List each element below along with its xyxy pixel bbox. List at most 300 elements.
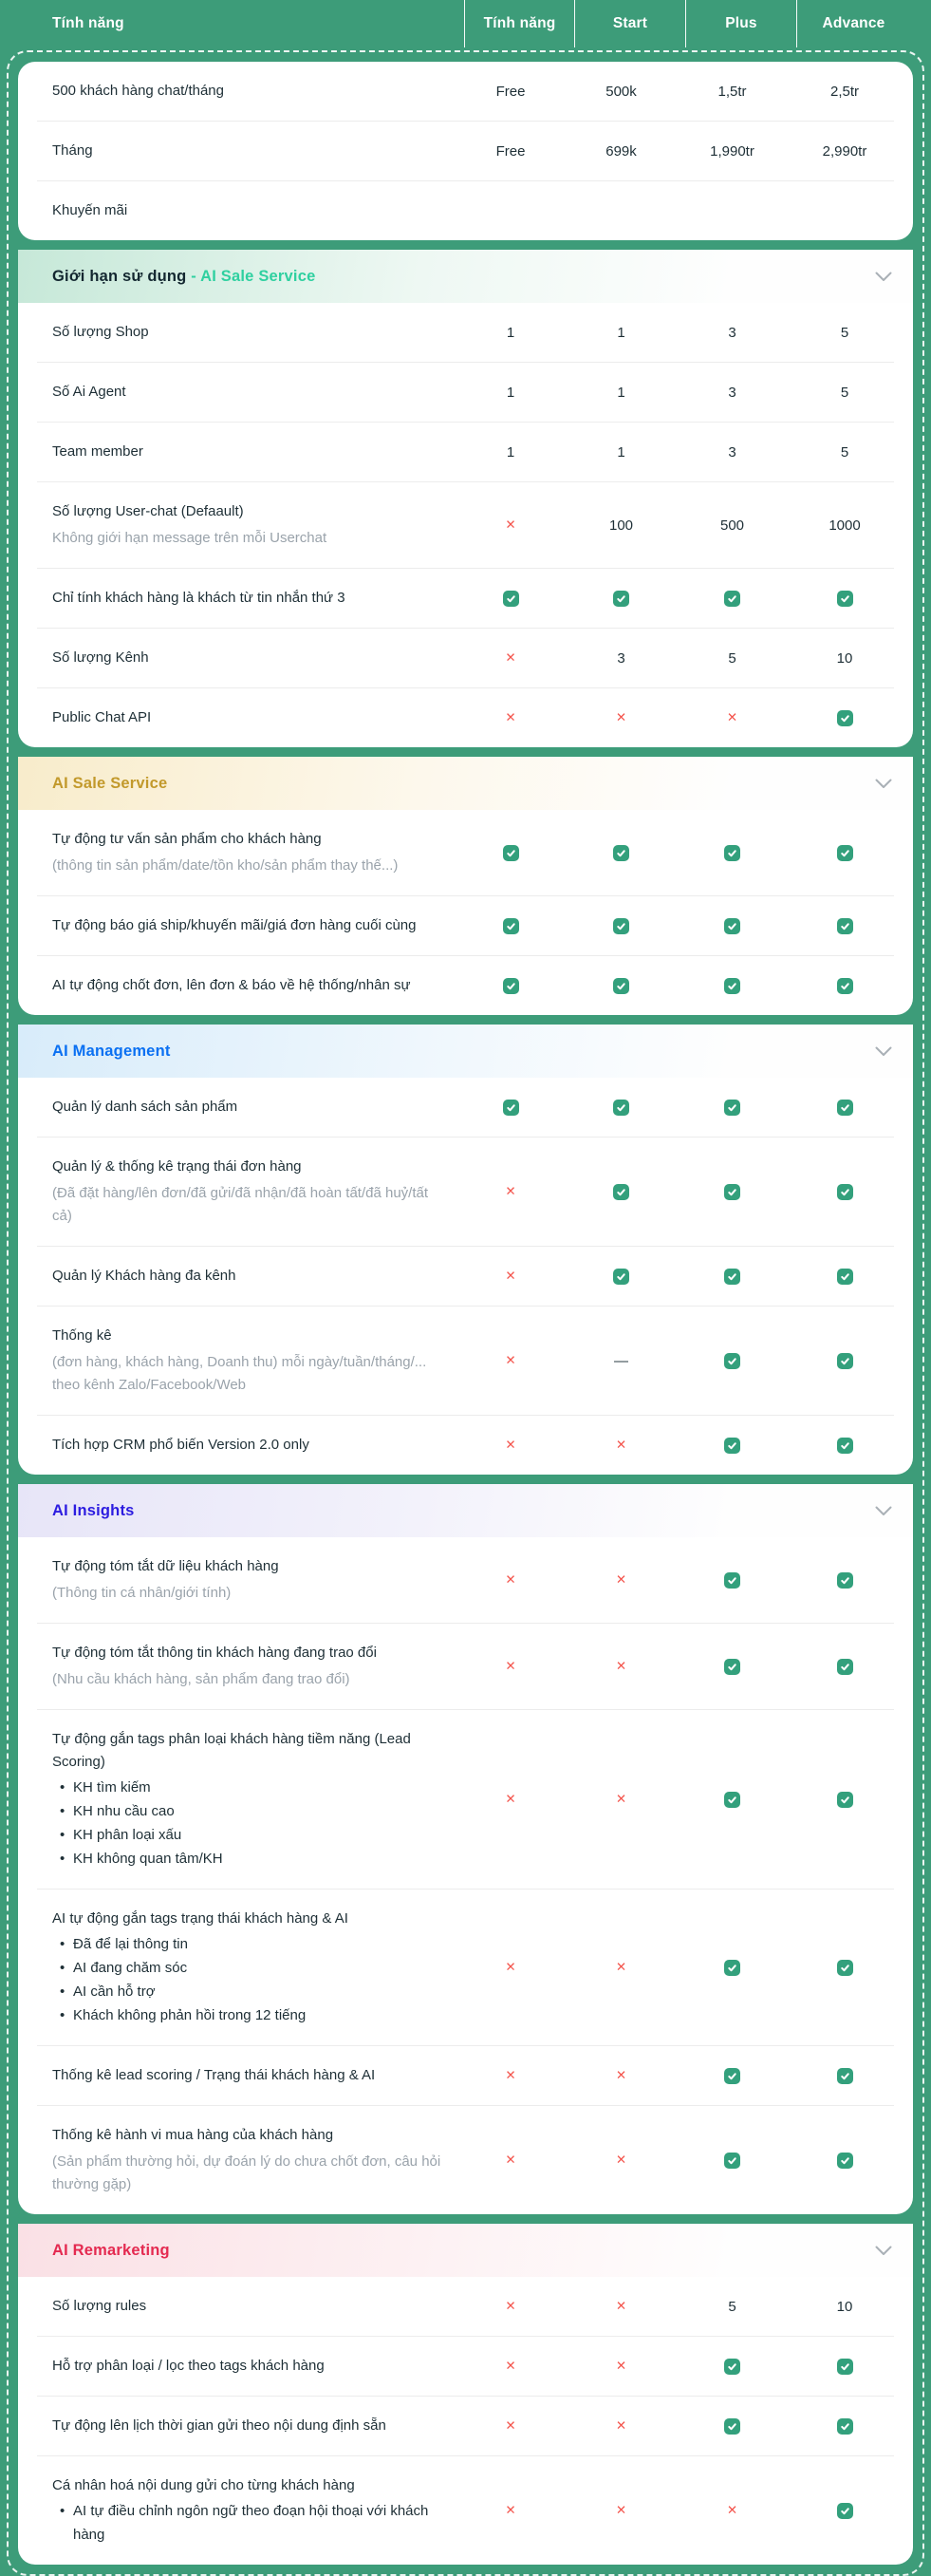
feature-bullet: • Đã để lại thông tin (73, 1932, 442, 1956)
cross-icon: ✕ (615, 1659, 627, 1673)
plan-value: 1 (506, 443, 515, 461)
plan-cell-tinh-nang (456, 2153, 566, 2168)
feature-bullets (52, 1932, 442, 2027)
check-icon (837, 918, 853, 934)
cross-icon: ✕ (505, 1792, 516, 1806)
cross-icon: ✕ (615, 1572, 627, 1587)
plan-cell-plus (677, 1269, 788, 1285)
plan-cell-advance (788, 84, 902, 100)
section-title: AI Sale Service (52, 774, 168, 792)
plan-cell-plus (677, 918, 788, 934)
chevron-down-icon[interactable] (875, 272, 892, 282)
check-icon (613, 1269, 629, 1285)
check-icon (724, 1353, 740, 1369)
table-row (18, 956, 913, 1015)
plan-cell-advance (788, 325, 902, 341)
plan-cell-start (566, 2359, 677, 2374)
plan-value: Free (495, 142, 526, 160)
feature-bullets (52, 1776, 442, 1871)
plan-cell-advance (788, 2503, 902, 2519)
check-icon (613, 1100, 629, 1116)
check-icon (613, 1184, 629, 1200)
feature-label: Quản lý danh sách sản phẩm (52, 1099, 238, 1115)
plan-value: 1 (617, 324, 625, 341)
section-card-ai-sale-service (18, 757, 913, 1015)
check-icon (724, 2418, 740, 2435)
cross-icon: ✕ (505, 1184, 516, 1198)
section-card-pricing (18, 62, 913, 240)
feature-bullet: • KH nhu cầu cao (73, 1799, 442, 1823)
check-icon (837, 1269, 853, 1285)
check-icon (613, 918, 629, 934)
plan-cell-tinh-nang (456, 1269, 566, 1284)
cross-icon: ✕ (505, 2503, 516, 2517)
table-row (18, 181, 913, 240)
plan-cell-tinh-nang (456, 1353, 566, 1368)
cross-icon: ✕ (505, 1960, 516, 1974)
check-icon (724, 1572, 740, 1589)
check-icon (724, 978, 740, 994)
plan-cell-plus (677, 1572, 788, 1589)
check-icon (613, 591, 629, 607)
plan-value: 2,990tr (822, 142, 867, 160)
table-row (18, 62, 913, 121)
feature-label: Team member (52, 443, 143, 460)
section-card-ai-insights (18, 1484, 913, 2214)
section-rows (18, 62, 913, 240)
feature-subtext: (Nhu cầu khách hàng, sản phẩm đang trao đổi) (52, 1671, 350, 1687)
check-icon (724, 2068, 740, 2084)
check-icon (724, 591, 740, 607)
table-row (18, 1078, 913, 1137)
plan-cell-start (566, 444, 677, 461)
plan-cell-start (566, 1659, 677, 1674)
check-icon (837, 1353, 853, 1369)
check-icon (837, 1659, 853, 1675)
check-icon (724, 1184, 740, 1200)
table-row (18, 1624, 913, 1709)
plan-cell-advance (788, 1184, 902, 1200)
section-card-ai-remarketing (18, 2224, 913, 2565)
check-icon (837, 1184, 853, 1200)
feature-bullet: • KH tìm kiếm (73, 1776, 442, 1799)
check-icon (724, 2359, 740, 2375)
plan-cell-plus (677, 978, 788, 994)
dashed-border-container (7, 50, 924, 2576)
plan-cell-start (566, 978, 677, 994)
table-row (18, 2337, 913, 2396)
header-col-start: Start (574, 0, 685, 47)
check-icon (837, 1438, 853, 1454)
plan-value: 5 (840, 384, 849, 401)
check-icon (503, 591, 519, 607)
plan-cell-advance (788, 385, 902, 401)
plan-cell-tinh-nang (456, 1100, 566, 1116)
table-row (18, 303, 913, 362)
plan-cell-plus (677, 710, 788, 725)
table-header (0, 0, 931, 47)
check-icon (837, 845, 853, 861)
plan-cell-tinh-nang (456, 444, 566, 461)
plan-cell-start (566, 591, 677, 607)
table-row (18, 2046, 913, 2105)
cross-icon: ✕ (726, 710, 738, 724)
feature-subtext: (thông tin sản phẩm/date/tồn kho/sản phẩm thay thế...) (52, 857, 399, 874)
table-row (18, 1710, 913, 1889)
header-col-advance: Advance (796, 0, 910, 47)
cross-icon: ✕ (505, 1269, 516, 1283)
check-icon (837, 591, 853, 607)
check-icon (503, 918, 519, 934)
table-row (18, 2456, 913, 2565)
check-icon (724, 2153, 740, 2169)
plan-cell-tinh-nang (456, 143, 566, 160)
check-icon (503, 978, 519, 994)
plan-value: 1000 (829, 517, 861, 534)
check-icon (837, 1572, 853, 1589)
feature-label: Tự động tóm tắt dữ liệu khách hàng (52, 1558, 279, 1574)
plan-cell-start (566, 84, 677, 100)
plan-cell-plus (677, 845, 788, 861)
plan-cell-tinh-nang (456, 1438, 566, 1453)
plan-cell-tinh-nang (456, 325, 566, 341)
plan-cell-advance (788, 444, 902, 461)
feature-subtext: Không giới hạn message trên mỗi Userchat (52, 530, 327, 546)
plan-cell-plus (677, 1353, 788, 1369)
plan-cell-plus (677, 84, 788, 100)
plan-value: 1,5tr (717, 83, 747, 100)
plan-cell-advance (788, 918, 902, 934)
plan-cell-plus (677, 444, 788, 461)
plan-cell-start (566, 1269, 677, 1285)
plan-cell-plus (677, 143, 788, 160)
plan-value: 5 (840, 443, 849, 461)
plan-cell-tinh-nang (456, 978, 566, 994)
plan-cell-start (566, 1792, 677, 1807)
plan-cell-start (566, 650, 677, 667)
feature-label: Tích hợp CRM phổ biến Version 2.0 only (52, 1437, 309, 1453)
plan-cell-start (566, 325, 677, 341)
plan-value: 5 (728, 2298, 736, 2315)
header-col-tinh-nang: Tính năng (464, 0, 574, 47)
cross-icon: ✕ (615, 1438, 627, 1452)
check-icon (837, 710, 853, 726)
table-row (18, 1247, 913, 1306)
feature-bullet: • AI tự điều chỉnh ngôn ngữ theo đoạn hội thoại với khách hàng (73, 2499, 442, 2547)
plan-value: 5 (840, 324, 849, 341)
table-row (18, 569, 913, 628)
check-icon (837, 978, 853, 994)
table-row (18, 1890, 913, 2045)
plan-cell-advance (788, 1792, 902, 1808)
plan-cell-plus (677, 517, 788, 534)
section-header-ai-sale-service[interactable] (18, 757, 913, 810)
cross-icon: ✕ (505, 1572, 516, 1587)
plan-value: 1,990tr (710, 142, 754, 160)
check-icon (724, 918, 740, 934)
table-row (18, 810, 913, 895)
plan-cell-advance (788, 1100, 902, 1116)
chevron-down-icon[interactable] (875, 2246, 892, 2256)
cross-icon: ✕ (615, 2068, 627, 2082)
cross-icon: ✕ (615, 1792, 627, 1806)
table-row (18, 1307, 913, 1415)
cross-icon: ✕ (505, 650, 516, 665)
plan-value: 3 (617, 649, 625, 667)
feature-label: Quản lý & thống kê trạng thái đơn hàng (52, 1158, 302, 1175)
plan-value: 5 (728, 649, 736, 667)
table-row (18, 2397, 913, 2455)
plan-cell-start (566, 1438, 677, 1453)
feature-label: Hỗ trợ phân loại / lọc theo tags khách hàng (52, 2358, 325, 2374)
plan-cell-plus (677, 1100, 788, 1116)
section-card-usage-limits (18, 250, 913, 747)
plan-cell-start (566, 517, 677, 534)
plan-cell-advance (788, 1960, 902, 1976)
plan-cell-plus (677, 1184, 788, 1200)
plan-cell-plus (677, 1438, 788, 1454)
plan-value: 3 (728, 324, 736, 341)
section-rows (18, 1078, 913, 1475)
plan-cell-advance (788, 1353, 902, 1369)
check-icon (837, 2153, 853, 2169)
plan-cell-plus (677, 2299, 788, 2315)
cross-icon: ✕ (505, 517, 516, 532)
feature-bullet: • Khách không phản hồi trong 12 tiếng (73, 2003, 442, 2027)
cross-icon: ✕ (505, 2299, 516, 2313)
cross-icon: ✕ (615, 2359, 627, 2373)
table-row (18, 1138, 913, 1246)
plan-value: 3 (728, 384, 736, 401)
plan-value: 699k (605, 142, 637, 160)
feature-subtext: (đơn hàng, khách hàng, Doanh thu) mỗi ngày/tuần/tháng/... theo kênh Zalo/Facebook/Web (52, 1354, 427, 1393)
check-icon (837, 2068, 853, 2084)
feature-bullet: • KH không quan tâm/KH (73, 1847, 442, 1871)
plan-cell-tinh-nang (456, 1184, 566, 1199)
feature-label: AI tự động chốt đơn, lên đơn & báo về hệ thống/nhân sự (52, 977, 411, 993)
plan-cell-start (566, 143, 677, 160)
plan-value: 10 (836, 649, 853, 667)
feature-label: Tự động gắn tags phân loại khách hàng tiềm năng (Lead Scoring) (52, 1731, 411, 1770)
plan-cell-advance (788, 2359, 902, 2375)
plan-value: Free (495, 83, 526, 100)
check-icon (837, 1792, 853, 1808)
cross-icon: ✕ (505, 2418, 516, 2433)
feature-label: Public Chat API (52, 709, 152, 725)
plan-cell-start (566, 1184, 677, 1200)
section-header-ai-management[interactable] (18, 1025, 913, 1078)
cross-icon: ✕ (615, 2503, 627, 2517)
dash-icon: — (614, 1352, 628, 1369)
plan-cell-tinh-nang (456, 845, 566, 861)
cross-icon: ✕ (615, 710, 627, 724)
section-header-ai-insights[interactable] (18, 1484, 913, 1537)
feature-label: Tháng (52, 142, 93, 159)
table-row (18, 363, 913, 422)
plan-cell-tinh-nang (456, 385, 566, 401)
plan-cell-start (566, 845, 677, 861)
plan-cell-tinh-nang (456, 2299, 566, 2314)
header-col-plus: Plus (685, 0, 796, 47)
cross-icon: ✕ (505, 1659, 516, 1673)
plan-cell-start (566, 2503, 677, 2518)
plan-cell-tinh-nang (456, 918, 566, 934)
feature-label: 500 khách hàng chat/tháng (52, 83, 224, 99)
plan-cell-advance (788, 517, 902, 534)
plan-cell-tinh-nang (456, 1960, 566, 1975)
section-rows (18, 810, 913, 1015)
feature-label: Chỉ tính khách hàng là khách từ tin nhắn thứ 3 (52, 590, 345, 606)
table-row (18, 482, 913, 568)
feature-bullet: • KH phân loại xấu (73, 1823, 442, 1847)
plan-cell-tinh-nang (456, 710, 566, 725)
feature-label: Số lượng Kênh (52, 649, 149, 666)
plan-cell-advance (788, 2068, 902, 2084)
check-icon (724, 1792, 740, 1808)
plan-cell-start (566, 1572, 677, 1588)
plan-cell-start (566, 918, 677, 934)
plan-cell-plus (677, 385, 788, 401)
feature-subtext: (Đã đặt hàng/lên đơn/đã gửi/đã nhận/đã hoàn tất/đã huỷ/tất cả) (52, 1185, 429, 1224)
plan-cell-plus (677, 1792, 788, 1808)
plan-cell-plus (677, 2503, 788, 2518)
plan-cell-start (566, 2299, 677, 2314)
feature-label: Số lượng User-chat (Defaault) (52, 503, 244, 519)
cross-icon: ✕ (505, 1353, 516, 1367)
plan-value: 1 (506, 324, 515, 341)
section-rows (18, 2277, 913, 2565)
section-title: AI Insights (52, 1501, 135, 1519)
plan-cell-start (566, 385, 677, 401)
plan-cell-advance (788, 978, 902, 994)
plan-cell-advance (788, 1438, 902, 1454)
feature-label: Số lượng Shop (52, 324, 149, 340)
plan-cell-tinh-nang (456, 591, 566, 607)
feature-label: Tự động lên lịch thời gian gửi theo nội dung định sẵn (52, 2417, 386, 2434)
header-spacer (910, 0, 931, 47)
cross-icon: ✕ (505, 2068, 516, 2082)
feature-label: Số lượng rules (52, 2298, 147, 2314)
chevron-down-icon[interactable] (875, 1046, 892, 1057)
table-row (18, 2277, 913, 2336)
feature-label: Cá nhân hoá nội dung gửi cho từng khách hàng (52, 2477, 355, 2493)
plan-cell-tinh-nang (456, 650, 566, 666)
check-icon (837, 2359, 853, 2375)
plan-value: 10 (836, 2298, 853, 2315)
table-row (18, 122, 913, 180)
plan-value: 500k (605, 83, 637, 100)
cross-icon: ✕ (505, 1438, 516, 1452)
plan-cell-start (566, 2068, 677, 2083)
cross-icon: ✕ (505, 2153, 516, 2167)
check-icon (724, 1438, 740, 1454)
cross-icon: ✕ (615, 2153, 627, 2167)
plan-cell-plus (677, 2359, 788, 2375)
plan-cell-plus (677, 650, 788, 667)
table-row (18, 1537, 913, 1623)
chevron-down-icon[interactable] (875, 1506, 892, 1516)
plan-cell-advance (788, 591, 902, 607)
section-title: Giới hạn sử dụng - AI Sale Service (52, 267, 316, 285)
header-feature-label: Tính năng (52, 15, 124, 31)
plan-cell-plus (677, 325, 788, 341)
plan-cell-advance (788, 2153, 902, 2169)
plan-value: 1 (617, 384, 625, 401)
plan-cell-tinh-nang (456, 2068, 566, 2083)
check-icon (613, 978, 629, 994)
plan-value: 100 (608, 517, 634, 534)
plan-value: 3 (728, 443, 736, 461)
feature-label: Tự động báo giá ship/khuyến mãi/giá đơn hàng cuối cùng (52, 917, 417, 933)
check-icon (724, 1659, 740, 1675)
feature-subtext: (Sản phẩm thường hỏi, dự đoán lý do chưa chốt đơn, câu hỏi thường gặp) (52, 2153, 441, 2192)
plan-cell-tinh-nang (456, 1792, 566, 1807)
chevron-down-icon[interactable] (875, 779, 892, 789)
feature-label: Thống kê lead scoring / Trạng thái khách hàng & AI (52, 2067, 376, 2083)
plan-value: 500 (719, 517, 745, 534)
check-icon (837, 1960, 853, 1976)
section-header-usage-limits[interactable] (18, 250, 913, 303)
plan-value: 2,5tr (829, 83, 859, 100)
plan-cell-advance (788, 650, 902, 667)
check-icon (724, 1960, 740, 1976)
plan-value: 1 (617, 443, 625, 461)
feature-label: Tự động tóm tắt thông tin khách hàng đang trao đổi (52, 1645, 377, 1661)
cross-icon: ✕ (505, 2359, 516, 2373)
check-icon (613, 845, 629, 861)
plan-cell-advance (788, 845, 902, 861)
section-rows (18, 1537, 913, 2214)
plan-cell-advance (788, 710, 902, 726)
section-header-ai-remarketing[interactable] (18, 2224, 913, 2277)
section-card-ai-management (18, 1025, 913, 1475)
plan-cell-advance (788, 1269, 902, 1285)
plan-cell-plus (677, 1960, 788, 1976)
feature-label: Khuyến mãi (52, 202, 128, 218)
check-icon (724, 1269, 740, 1285)
plan-cell-tinh-nang (456, 2359, 566, 2374)
table-row (18, 423, 913, 481)
plan-cell-start (566, 2153, 677, 2168)
check-icon (503, 1100, 519, 1116)
plan-cell-advance (788, 1572, 902, 1589)
check-icon (837, 2503, 853, 2519)
plan-cell-start (566, 1100, 677, 1116)
feature-bullet: • AI cần hỗ trợ (73, 1980, 442, 2003)
cross-icon: ✕ (615, 2299, 627, 2313)
section-rows (18, 303, 913, 747)
table-row (18, 688, 913, 747)
check-icon (503, 845, 519, 861)
plan-cell-advance (788, 2418, 902, 2435)
plan-cell-advance (788, 2299, 902, 2315)
plan-cell-start (566, 1353, 677, 1369)
feature-label: Thống kê (52, 1327, 112, 1344)
section-title: AI Remarketing (52, 2241, 170, 2259)
plan-cell-plus (677, 591, 788, 607)
plan-cell-tinh-nang (456, 1572, 566, 1588)
plan-cell-start (566, 2418, 677, 2434)
table-row (18, 2106, 913, 2214)
plan-cell-plus (677, 2068, 788, 2084)
check-icon (837, 2418, 853, 2435)
table-row (18, 629, 913, 687)
plan-cell-tinh-nang (456, 84, 566, 100)
feature-bullet: • AI đang chăm sóc (73, 1956, 442, 1980)
cross-icon: ✕ (615, 2418, 627, 2433)
table-row (18, 1416, 913, 1475)
plan-cell-plus (677, 2418, 788, 2435)
